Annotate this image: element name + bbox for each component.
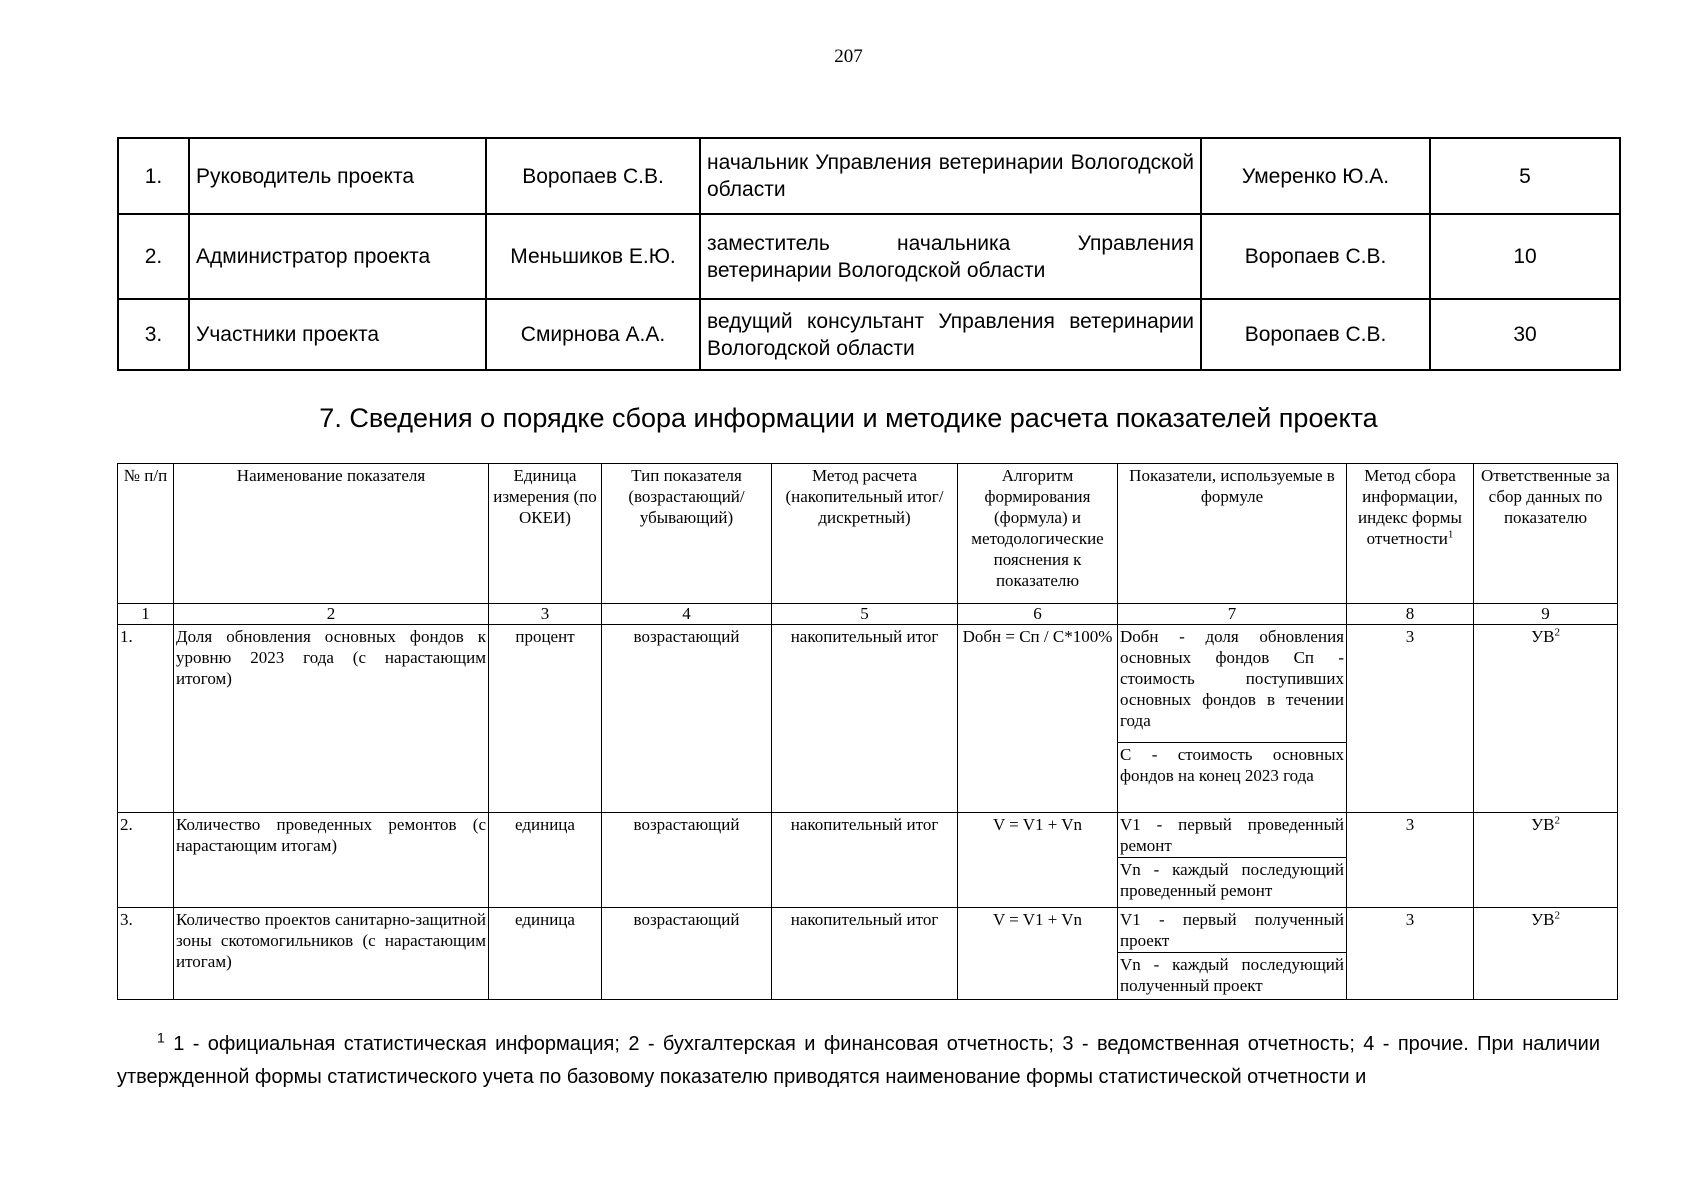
indicator-unit: единица	[489, 908, 602, 1000]
team-workload: 30	[1430, 299, 1620, 370]
indicator-collection: 3	[1347, 813, 1474, 908]
indicator-responsible	[1474, 625, 1618, 813]
indicator-formula: Dобн = Cп / C*100%	[958, 625, 1118, 813]
column-number: 1	[118, 604, 174, 625]
team-num: 3.	[118, 299, 189, 370]
column-number: 4	[602, 604, 772, 625]
section-title: 7. Сведения о порядке сбора информации и методике расчета показателей проекта	[319, 403, 1378, 433]
formula-component: V1 - первый проведенный ремонт	[1120, 815, 1344, 855]
column-number: 9	[1474, 604, 1618, 625]
responsible-text: УВ	[1531, 627, 1555, 646]
header-calc-method: Метод расчета (накопительный итог/дискретный)	[772, 464, 958, 604]
header-unit: Единица измерения (по ОКЕИ)	[489, 464, 602, 604]
indicator-type: возрастающий	[602, 908, 772, 1000]
responsible-text: УВ	[1531, 910, 1555, 929]
indicator-type: возрастающий	[602, 625, 772, 813]
table-row	[118, 813, 1618, 908]
header-indicator-name: Наименование показателя	[174, 464, 489, 604]
formula-component: Dобн - доля обновления основных фондов Сп - стоимость поступивших основных фондов в течении года	[1120, 627, 1344, 730]
team-member-name: Воропаев С.В.	[486, 138, 700, 214]
footnote	[117, 1028, 1600, 1094]
indicator-num: 3.	[118, 908, 174, 1000]
header-type: Тип показателя (возрастающий/ убывающий)	[602, 464, 772, 604]
table-row	[118, 908, 1618, 1000]
formula-components	[1118, 813, 1347, 908]
header-responsible: Ответственные за сбор данных по показателю	[1474, 464, 1618, 604]
team-member-name: Смирнова А.А.	[486, 299, 700, 370]
page-number: 207	[834, 46, 863, 67]
header-formula-components: Показатели, используемые в формуле	[1118, 464, 1347, 604]
formula-components	[1118, 908, 1347, 1000]
indicator-name: Количество проведенных ремонтов (с нарастающим итогам)	[174, 813, 489, 908]
column-number: 6	[958, 604, 1118, 625]
column-number-row	[118, 604, 1618, 625]
indicator-formula: V = V1 + Vn	[958, 908, 1118, 1000]
indicator-method: накопительный итог	[772, 625, 958, 813]
indicator-type: возрастающий	[602, 813, 772, 908]
column-number: 5	[772, 604, 958, 625]
team-position: ведущий консультант Управления ветеринарии Вологодской области	[700, 299, 1201, 370]
formula-component: V1 - первый полученный проект	[1120, 910, 1344, 950]
team-workload: 10	[1430, 214, 1620, 299]
footnote-text: 1 - официальная статистическая информация; 2 - бухгалтерская и финансовая отчетность; 3 - ведомственная отчетность; 4 - прочие. При наличии утвержденной формы статистического учета по базовому показателю приводятся наименование формы статистической отчетности и	[117, 1033, 1600, 1088]
responsible-text: УВ	[1531, 815, 1555, 834]
column-number: 8	[1347, 604, 1474, 625]
footnote-ref: 1	[1447, 528, 1454, 541]
table-row	[118, 625, 1618, 813]
indicator-responsible	[1474, 908, 1618, 1000]
team-num: 2.	[118, 214, 189, 299]
column-number: 2	[174, 604, 489, 625]
column-number: 7	[1118, 604, 1347, 625]
indicators-table	[117, 463, 1618, 1000]
team-workload: 5	[1430, 138, 1620, 214]
indicator-name: Доля обновления основных фондов к уровню 2023 года (с нарастающим итогом)	[174, 625, 489, 813]
team-supervisor: Воропаев С.В.	[1201, 214, 1430, 299]
team-position: заместитель начальника Управления ветеринарии Вологодской области	[700, 214, 1201, 299]
indicator-unit: процент	[489, 625, 602, 813]
team-supervisor: Умеренко Ю.А.	[1201, 138, 1430, 214]
footnote-ref: 2	[1554, 626, 1560, 639]
indicator-num: 2.	[118, 813, 174, 908]
header-collection-text: Метод сбора информации, индекс формы отчетности	[1358, 466, 1462, 548]
footnote-ref: 2	[1554, 814, 1560, 827]
team-role: Руководитель проекта	[189, 138, 486, 214]
formula-component: Vn - каждый последующий проведенный ремонт	[1118, 857, 1346, 902]
column-number: 3	[489, 604, 602, 625]
indicator-responsible	[1474, 813, 1618, 908]
project-team-table	[117, 137, 1621, 371]
header-row	[118, 464, 1618, 604]
header-collection-method	[1347, 464, 1474, 604]
indicator-collection: 3	[1347, 908, 1474, 1000]
header-algorithm: Алгоритм формирования (формула) и методологические пояснения к показателю	[958, 464, 1118, 604]
indicator-collection: 3	[1347, 625, 1474, 813]
team-role: Администратор проекта	[189, 214, 486, 299]
indicator-unit: единица	[489, 813, 602, 908]
team-row	[118, 214, 1620, 299]
footnote-mark: 1	[157, 1029, 165, 1046]
formula-component: Vn - каждый последующий полученный проект	[1118, 952, 1346, 997]
indicator-num: 1.	[118, 625, 174, 813]
indicator-name: Количество проектов санитарно-защитной зоны скотомогильников (с нарастающим итогам)	[174, 908, 489, 1000]
team-supervisor: Воропаев С.В.	[1201, 299, 1430, 370]
team-row	[118, 138, 1620, 214]
team-row	[118, 299, 1620, 370]
team-member-name: Меньшиков Е.Ю.	[486, 214, 700, 299]
indicator-method: накопительный итог	[772, 813, 958, 908]
formula-components	[1118, 625, 1347, 813]
footnote-ref: 2	[1554, 909, 1560, 922]
team-role: Участники проекта	[189, 299, 486, 370]
team-position: начальник Управления ветеринарии Вологодской области	[700, 138, 1201, 214]
header-num: № п/п	[118, 464, 174, 604]
formula-component: С - стоимость основных фондов на конец 2023 года	[1118, 742, 1346, 787]
indicator-method: накопительный итог	[772, 908, 958, 1000]
team-num: 1.	[118, 138, 189, 214]
indicator-formula: V = V1 + Vn	[958, 813, 1118, 908]
